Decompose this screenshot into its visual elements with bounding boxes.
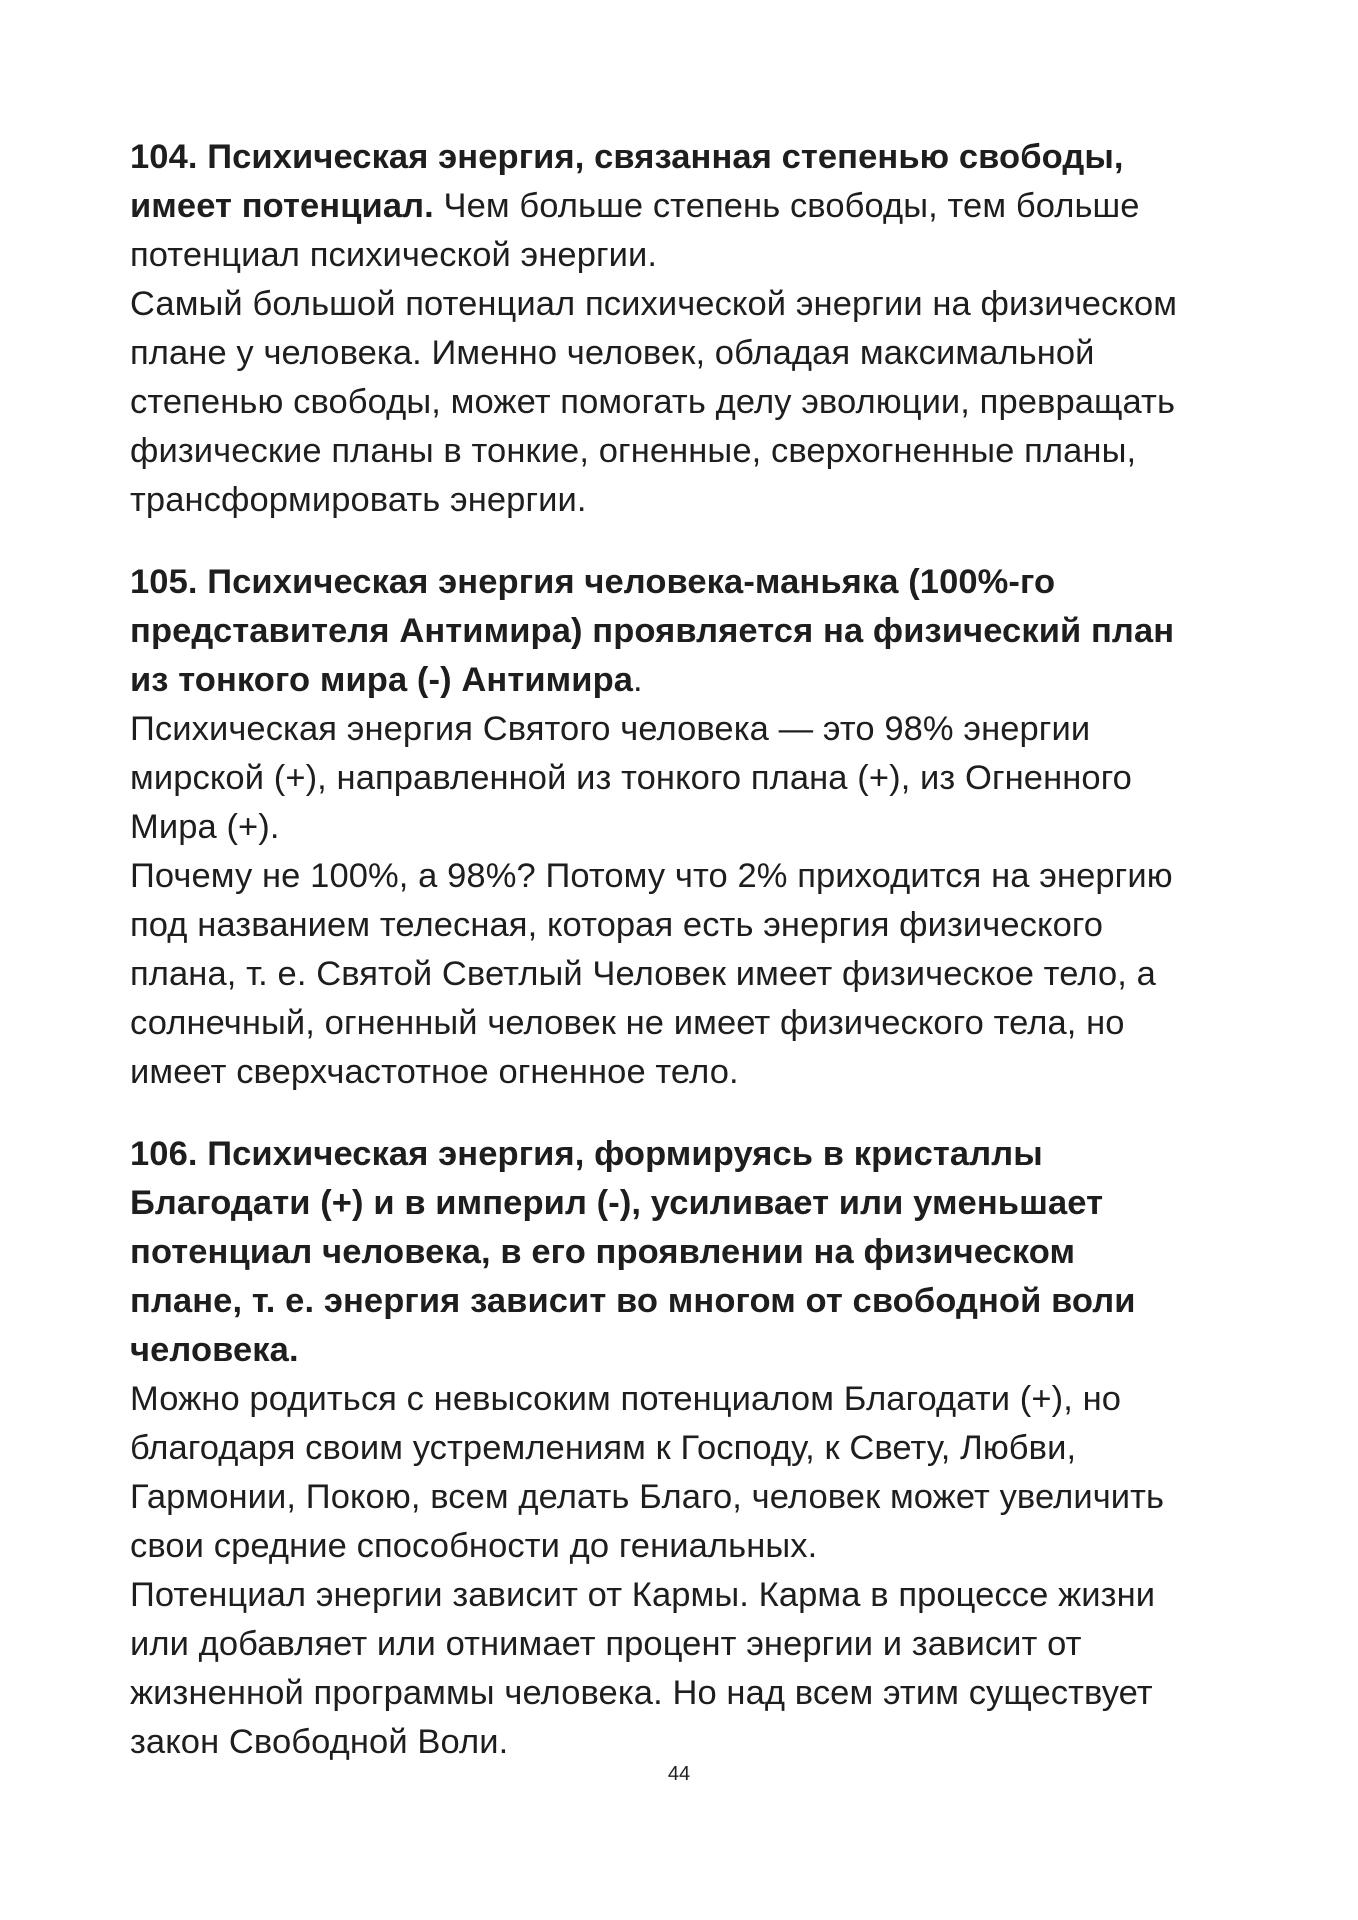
section-104-lead: Чем больше степень свободы, тем больше потенциал психической энергии. (130, 187, 1140, 274)
section-106 (130, 1130, 1250, 1767)
section-104 (130, 133, 1250, 525)
section-104-heading: 104. Психическая энергия, связанная степенью свободы, имеет потенциал. (130, 138, 1124, 225)
section-105 (130, 558, 1250, 1097)
page-number: 44 (667, 1763, 691, 1785)
section-105-paragraph-1: Психическая энергия Святого человека — это 98% энергии мирской (+), направленной из тонкого плана (+), из Огненного Мира (+). (130, 710, 1132, 846)
section-104-paragraph-1: Самый большой потенциал психической энергии на физическом плане у человека. Именно человек, обладая максимальной степенью свободы, может помогать делу эволюции, превращать физические планы в тонкие, огненные, сверхогненные планы, трансформировать энергии. (130, 285, 1178, 519)
section-106-heading: 106. Психическая энергия, формируясь в кристаллы Благодати (+) и в империл (-), усиливает или уменьшает потенциал человека, в его проявлении на физическом плане, т. е. энергия зависит во многом от свободной воли человека. (130, 1135, 1136, 1369)
section-105-heading: 105. Психическая энергия человека-маньяка (100%-го представителя Антимира) проявляется на физический план из тонкого мира (-) Антимира (130, 563, 1175, 699)
section-105-paragraph-2: Почему не 100%, а 98%? Потому что 2% приходится на энергию под названием телесная, которая есть энергия физического плана, т. е. Святой Светлый Человек имеет физическое тело, а солнечный, огненный человек не имеет физического тела, но имеет сверхчастотное огненное тело. (130, 857, 1173, 1091)
section-104-intro (130, 133, 1250, 280)
page-content (130, 133, 1250, 1800)
section-106-intro (130, 1130, 1250, 1375)
section-105-lead: . (633, 661, 643, 699)
section-106-paragraph-2: Потенциал энергии зависит от Кармы. Карма в процессе жизни или добавляет или отнимает процент энергии и зависит от жизненной программы человека. Но над всем этим существует закон Свободной Воли. (130, 1576, 1156, 1761)
section-106-paragraph-1: Можно родиться с невысоким потенциалом Благодати (+), но благодаря своим устремлениям к Господу, к Свету, Любви, Гармонии, Покою, всем делать Благо, человек может увеличить свои средние способности до гениальных. (130, 1380, 1165, 1565)
section-105-intro (130, 558, 1250, 705)
